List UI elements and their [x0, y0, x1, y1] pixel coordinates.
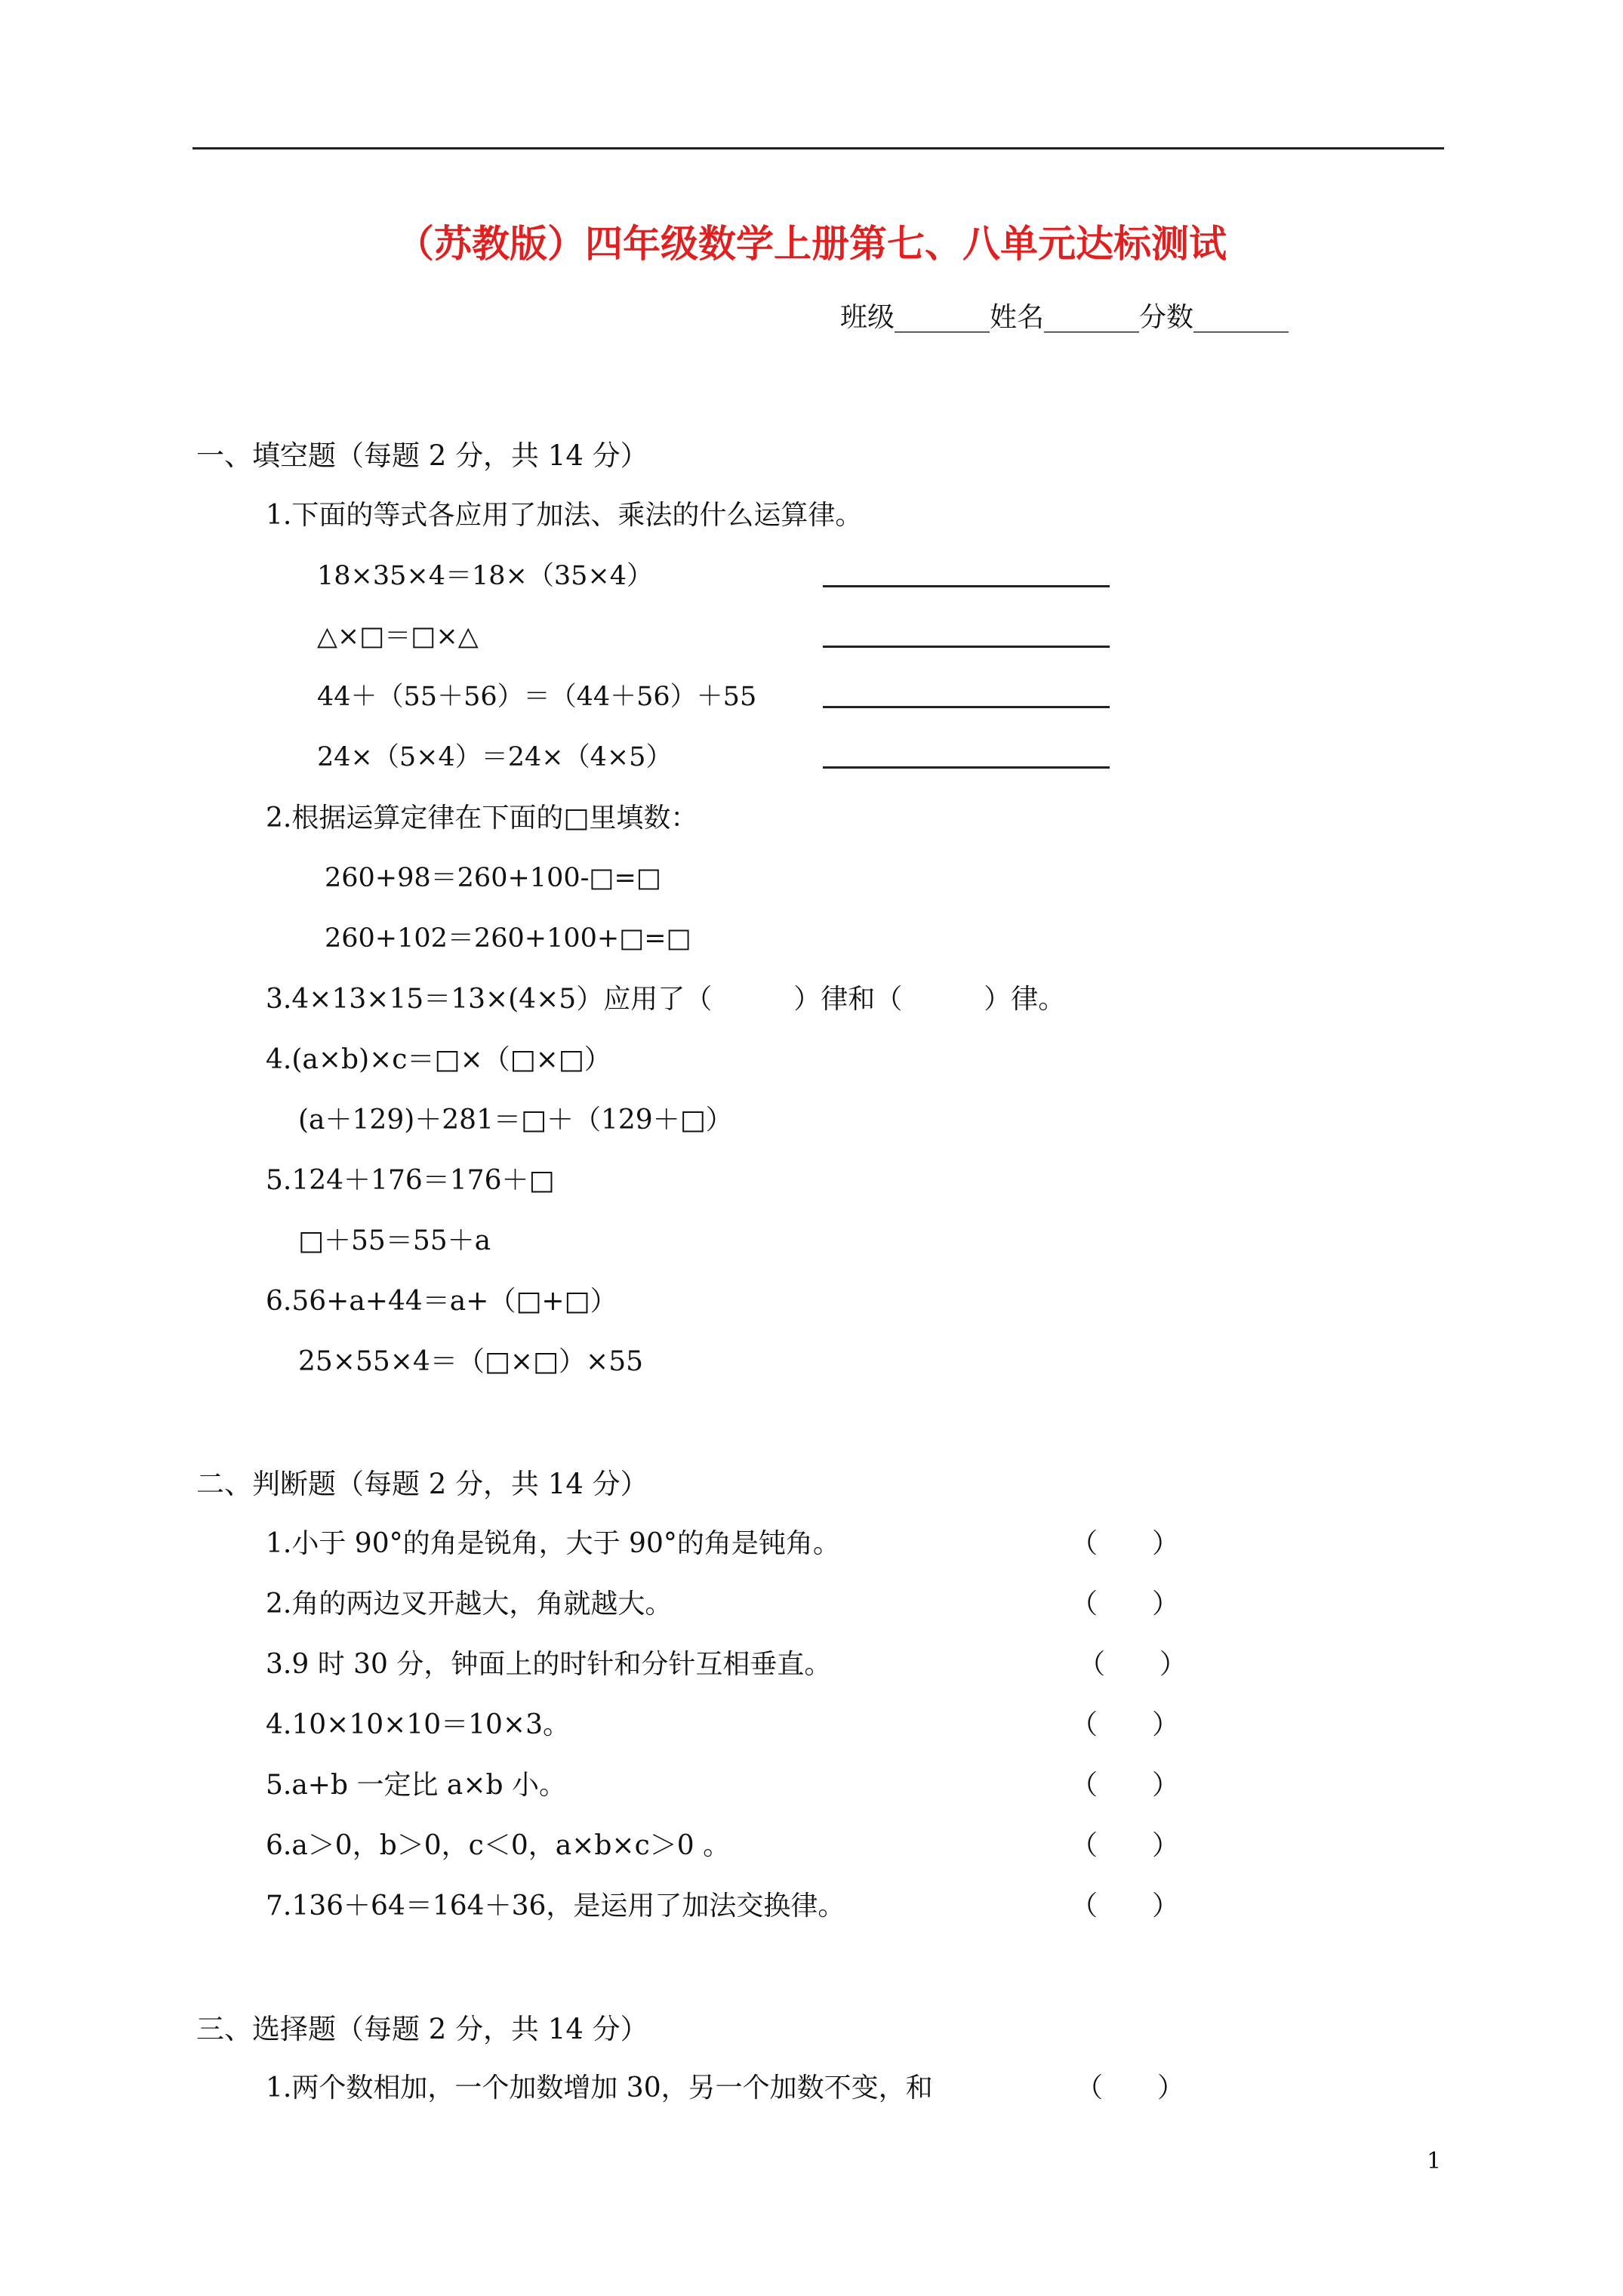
fill-question-5b: □＋55＝55＋a [298, 1225, 491, 1256]
fill-q1-equation-2: △×□＝□×△ [317, 621, 479, 652]
judge-answer-paren-3: （ ） [1078, 1649, 1187, 1680]
judge-answer-paren-1: （ ） [1070, 1528, 1180, 1559]
fill-question-3: 3.4×13×15＝13×(4×5）应用了（ ）律和（ ）律。 [266, 984, 1066, 1015]
fill-question-6b: 25×55×4＝（□×□）×55 [298, 1346, 644, 1377]
fill-q1-equation-3: 44＋（55＋56）＝（44＋56）＋55 [317, 682, 757, 712]
fill-question-4a: 4.(a×b)×c＝□×（□×□） [266, 1044, 611, 1075]
answer-line-3 [823, 706, 1110, 708]
judge-item-3: 3.9 时 30 分，钟面上的时针和分针互相垂直。 [266, 1649, 832, 1680]
judge-answer-paren-7: （ ） [1070, 1891, 1180, 1922]
judge-item-1: 1.小于 90°的角是锐角，大于 90°的角是钝角。 [266, 1528, 840, 1559]
section-heading-choice: 三、选择题（每题 2 分，共 14 分） [196, 2013, 648, 2045]
fill-question-1: 1.下面的等式各应用了加法、乘法的什么运算律。 [266, 500, 863, 531]
page-title: （苏教版）四年级数学上册第七、八单元达标测试 [396, 221, 1227, 266]
judge-answer-paren-2: （ ） [1070, 1589, 1180, 1620]
fill-question-6a: 6.56+a+44＝a+（□+□） [266, 1286, 617, 1317]
section-heading-judge: 二、判断题（每题 2 分，共 14 分） [196, 1468, 648, 1500]
page-number: 1 [1427, 2148, 1442, 2174]
choice-item-1: 1.两个数相加，一个加数增加 30，另一个加数不变，和 [266, 2073, 933, 2103]
judge-answer-paren-5: （ ） [1070, 1770, 1180, 1801]
fill-q1-equation-1: 18×35×4＝18×（35×4） [317, 561, 653, 591]
top-rule [192, 147, 1444, 149]
fill-question-5a: 5.124＋176＝176＋□ [266, 1165, 555, 1196]
judge-item-2: 2.角的两边叉开越大，角就越大。 [266, 1589, 673, 1620]
fill-q1-equation-4: 24×（5×4）＝24×（4×5） [317, 742, 673, 772]
fill-q2-equation-1: 260+98＝260+100-□=□ [325, 863, 661, 893]
section-heading-fill: 一、填空题（每题 2 分，共 14 分） [196, 439, 648, 472]
answer-line-1 [823, 585, 1110, 587]
judge-item-7: 7.136＋64＝164＋36，是运用了加法交换律。 [266, 1891, 845, 1922]
judge-item-5: 5.a+b 一定比 a×b 小。 [266, 1770, 567, 1801]
student-info-line: 班级_______姓名_______分数_______ [840, 302, 1289, 333]
answer-line-2 [823, 646, 1110, 648]
judge-item-4: 4.10×10×10＝10×3。 [266, 1709, 570, 1740]
judge-item-6: 6.a＞0，b＞0，c＜0，a×b×c＞0 。 [266, 1830, 731, 1861]
answer-line-4 [823, 766, 1110, 769]
fill-q2-equation-2: 260+102＝260+100+□=□ [325, 923, 691, 954]
judge-answer-paren-6: （ ） [1070, 1830, 1180, 1861]
fill-question-2: 2.根据运算定律在下面的□里填数： [266, 803, 698, 834]
judge-answer-paren-4: （ ） [1070, 1709, 1180, 1740]
choice-answer-paren-1: （ ） [1076, 2073, 1185, 2103]
fill-question-4b: (a＋129)＋281＝□＋（129＋□） [298, 1105, 733, 1136]
